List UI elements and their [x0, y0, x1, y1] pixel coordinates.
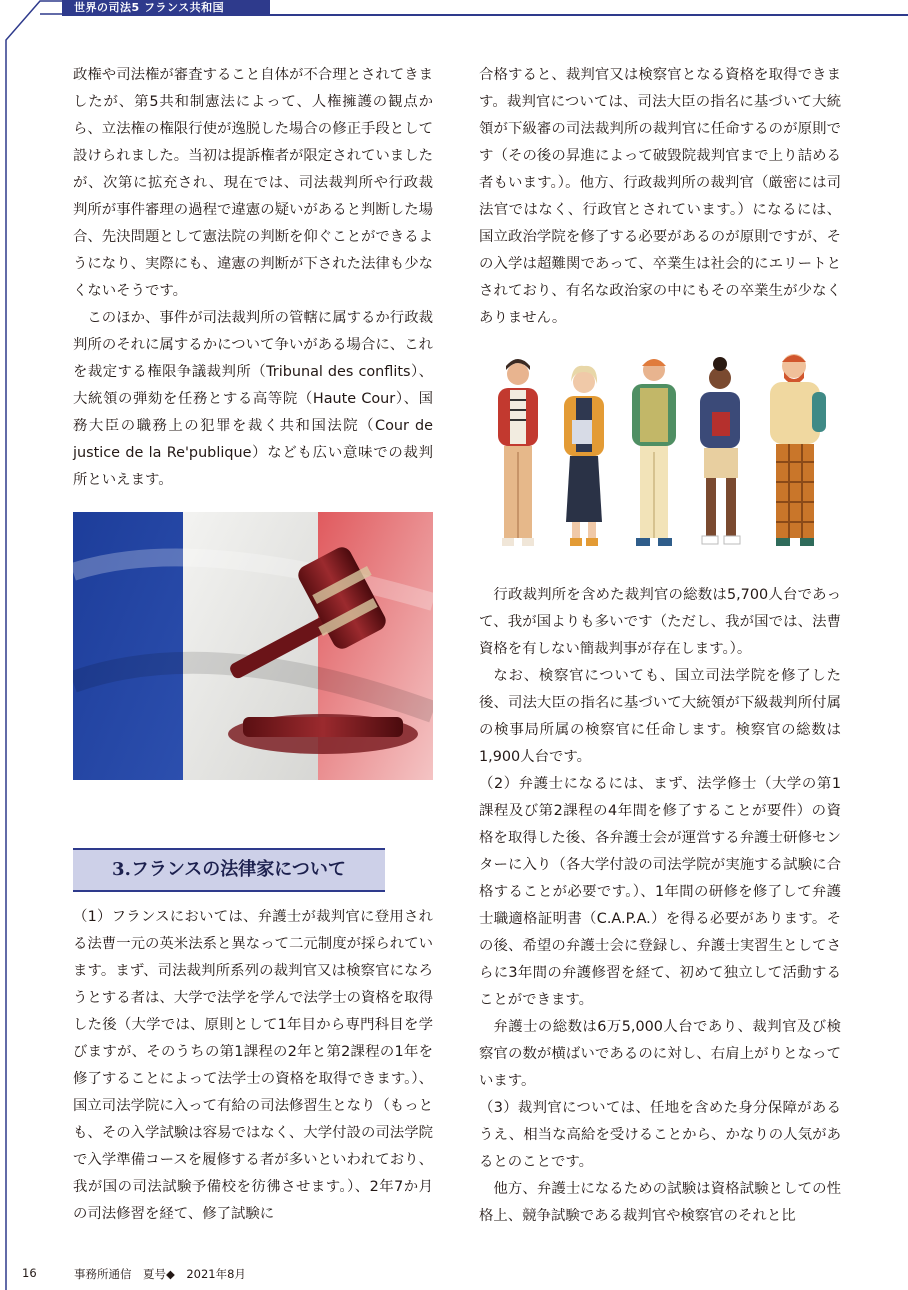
page-number: 16	[22, 1266, 37, 1280]
paragraph: このほか、事件が司法裁判所の管轄に属するか行政裁判所のそれに属するかについて争いがある場合に、これを裁定する権限争議裁判所（Tribunal des conflits）、大統領の弾劾を任務とする高等院（Haute Cour）、国務大臣の職務上の犯罪を裁く共和国法院（Cour de justice de la Re'publique）なども広い意味での裁判所といえます。	[73, 310, 433, 488]
paragraph: （3）裁判官については、任地を含めた身分保障があるうえ、相当な高給を受けることから、かなりの人気があるとのことです。	[479, 1100, 841, 1170]
left-column-top	[73, 62, 433, 494]
paragraph: なお、検察官についても、国立司法学院を修了した後、司法大臣の指名に基づいて大統領が下級裁判所付属の検事局所属の検察官に任命します。検察官の総数は1,900人台です。	[479, 668, 841, 765]
section-heading-box	[73, 848, 385, 892]
paragraph: 合格すると、裁判官又は検察官となる資格を取得できます。裁判官については、司法大臣の指名に基づいて大統領が下級審の司法裁判所の裁判官に任命するのが原則です（その後の昇進によって破毀院裁判官まで上り詰める者もいます。）。他方、行政裁判所の裁判官（厳密には司法官ではなく、行政官とされています。）になるには、国立政治学院を修了する必要があるのが原則ですが、その入学は超難関であって、卒業生は社会的にエリートとされており、有名な政治家の中にもその卒業生が少なくありません。	[479, 67, 841, 326]
person-illustration-1	[498, 359, 538, 546]
page-footer	[0, 1266, 908, 1286]
french-flag-gavel-photo	[73, 512, 433, 780]
paragraph: （2）弁護士になるには、まず、法学修士（大学の第1課程及び第2課程の4年間を修了することが要件）の資格を取得した後、各弁護士会が運営する弁護士研修センターに入り（各大学付設の司法学院が実施する試験に合格することが必要です。）、1年間の研修を修了して弁護士職適格証明書（C.A.P.A.）を得る必要があります。その後、希望の弁護士会に登録し、弁護士実習生としてさらに3年間の弁護修習を経て、初めて独立して活動することができます。	[479, 776, 841, 1008]
left-column-bottom	[73, 904, 433, 1228]
person-illustration-3	[632, 359, 676, 546]
right-column-bottom	[479, 582, 841, 1230]
paragraph: （1）フランスにおいては、弁護士が裁判官に登用される法曹一元の英米法系と異なって二元制度が採られています。まず、司法裁判所系列の裁判官又は検察官になろうとする者は、大学で法学を学んで法学士の資格を取得した後（大学では、原則として1年目から専門科目を学びますが、そのうちの第1課程の2年と第2課程の1年を修了することによって法学士の資格を取得できます。）、国立司法学院に入って有給の司法修習生となり（もっとも、その入学試験は容易ではなく、大学付設の司法学院で入学準備コースを履修する者が多いといわれており、我が国の司法試験予備校を彷彿させます。）、2年7か月の司法修習を経て、修了試験に	[73, 909, 433, 1222]
corner-frame-decoration	[0, 0, 70, 1290]
header-label: 世界の司法5 フランス共和国	[62, 0, 270, 15]
five-students-illustration	[476, 352, 842, 558]
paragraph: 行政裁判所を含めた裁判官の総数は5,700人台であって、我が国よりも多いです（ただし、我が国では、法曹資格を有しない簡裁判事が存在します。）。	[479, 587, 841, 657]
paragraph: 弁護士の総数は6万5,000人台であり、裁判官及び検察官の数が横ばいであるのに対し、右肩上がりとなっています。	[479, 1019, 841, 1089]
right-column-top	[479, 62, 841, 332]
person-illustration-2	[564, 366, 604, 546]
person-illustration-5	[770, 354, 826, 546]
paragraph: 政権や司法権が審査すること自体が不合理とされてきましたが、第5共和制憲法によって、人権擁護の観点から、立法権の権限行使が逸脱した場合の修正手段として設けられました。当初は提訴権者が限定されていましたが、次第に拡充され、現在では、司法裁判所や行政裁判所が事件審理の過程で違憲の疑いがあると判断した場合、先決問題として憲法院の判断を仰ぐことができるようになり、実際にも、違憲の判断が下された法律も少なくないそうです。	[73, 67, 433, 299]
paragraph: 他方、弁護士になるための試験は資格試験としての性格上、競争試験である裁判官や検察官のそれと比	[479, 1181, 841, 1224]
person-illustration-4	[700, 357, 740, 544]
section-title: 3.フランスの法律家について	[112, 859, 346, 880]
magazine-info: 事務所通信 夏号◆ 2021年8月	[74, 1267, 246, 1281]
